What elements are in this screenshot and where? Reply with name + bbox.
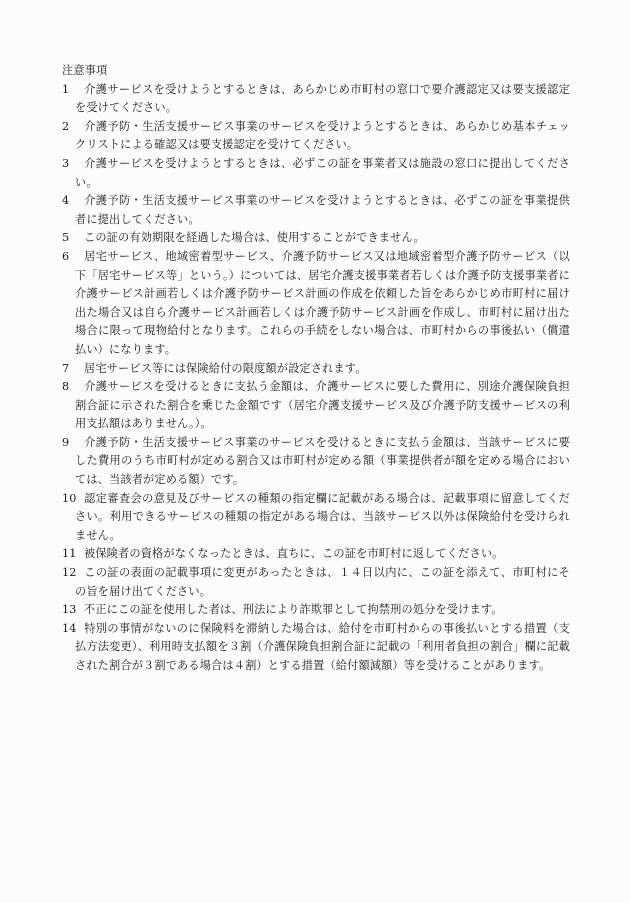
note-number: 12 [62, 566, 77, 580]
note-number: 3 [62, 156, 70, 170]
note-text: 特別の事情がないのに保険料を滞納した場合は、給付を市町村からの事後払いとする措置（支払方法変更）、利用時支払額を３割（介護保険負担割合証に記載の「利用者負担の割合」欄に記載された割合が３割である場合は４割）とする措置（給付額減額）等を受けることがあります。 [75, 621, 570, 672]
note-text: 認定審査会の意見及びサービスの種類の指定欄に記載がある場合は、記載事項に留意してください。利用できるサービスの種類の指定がある場合は、当該サービス以外は保険給付を受けられません。 [75, 491, 570, 542]
document-page [62, 62, 570, 676]
note-number: 7 [62, 361, 70, 375]
note-number: 1 [62, 82, 70, 96]
note-text: 介護予防・生活支援サービス事業のサービスを受けようとするときは、あらかじめ基本チェックリストによる確認又は要支援認定を受けてください。 [75, 119, 570, 152]
note-text: 居宅サービス等には保険給付の限度額が設定されます。 [84, 361, 367, 375]
note-number: 14 [62, 621, 77, 635]
note-number: 8 [62, 380, 70, 394]
note-item-4 [62, 192, 570, 229]
notes-list [62, 81, 570, 676]
note-number: 5 [62, 231, 70, 245]
note-item-9 [62, 434, 570, 490]
note-text: 介護サービスを受けようとするときは、あらかじめ市町村の窓口で要介護認定又は要支援認定を受けてください。 [75, 82, 570, 115]
note-text: 介護サービスを受けるときに支払う金額は、介護サービスに要した費用に、別途介護保険負担割合証に示された割合を乗じた金額です（居宅介護支援サービス及び介護予防支援サービスの利用支払額はありません。）。 [75, 380, 570, 431]
note-item-12 [62, 564, 570, 601]
note-item-13 [62, 601, 570, 620]
note-item-10 [62, 490, 570, 546]
note-number: 4 [62, 194, 70, 208]
note-number: 11 [62, 547, 77, 561]
note-text: 介護予防・生活支援サービス事業のサービスを受けるときに支払う金額は、当該サービスに要した費用のうち市町村が定める割合又は市町村が定める額（事業提供者が額を定める場合においては、当該者が定める額）です。 [75, 435, 570, 487]
note-number: 2 [62, 119, 70, 133]
note-text: 介護サービスを受けようとするときは、必ずこの証を事業者又は施設の窓口に提出してください。 [75, 156, 570, 189]
note-text: 居宅サービス、地域密着型サービス、介護予防サービス又は地域密着型介護予防サービス（以下「居宅サービス等」という。）については、居宅介護支援事業者若しくは介護予防支援事業者に介護サービス計画若しくは介護予防サービス計画の作成を依頼した旨をあらかじめ市町村に届け出た場合又は自ら介護サービス計画若しくは介護予防サービス計画を作成し、市町村に届け出た場合に限って現物給付となります。これらの手続をしない場合は、市町村からの事後払い（償還払い）になります。 [75, 249, 570, 356]
note-item-2 [62, 118, 570, 155]
notes-title: 注意事項 [62, 64, 108, 77]
note-number: 9 [62, 435, 70, 449]
note-text: この証の有効期限を経過した場合は、使用することができません。 [84, 231, 425, 245]
note-number: 10 [62, 491, 77, 505]
note-text: この証の表面の記載事項に変更があったときは、１４日以内に、この証を添えて、市町村にその旨を届け出てください。 [75, 566, 570, 598]
note-text: 不正にこの証を使用した者は、刑法により詐欺罪として拘禁刑の処分を受けます。 [84, 603, 503, 617]
note-item-11 [62, 545, 570, 564]
note-item-5 [62, 229, 570, 248]
note-text: 被保険者の資格がなくなったときは、直ちに、この証を市町村に返してください。 [84, 547, 504, 561]
note-item-14 [62, 620, 570, 676]
note-item-3 [62, 155, 570, 192]
note-number: 13 [62, 603, 77, 617]
note-item-7 [62, 360, 570, 379]
note-item-1 [62, 81, 570, 118]
note-item-8 [62, 378, 570, 434]
note-item-6 [62, 248, 570, 360]
note-text: 介護予防・生活支援サービス事業のサービスを受けようとするときは、必ずこの証を事業提供者に提出してください。 [75, 194, 570, 226]
note-number: 6 [62, 249, 70, 263]
